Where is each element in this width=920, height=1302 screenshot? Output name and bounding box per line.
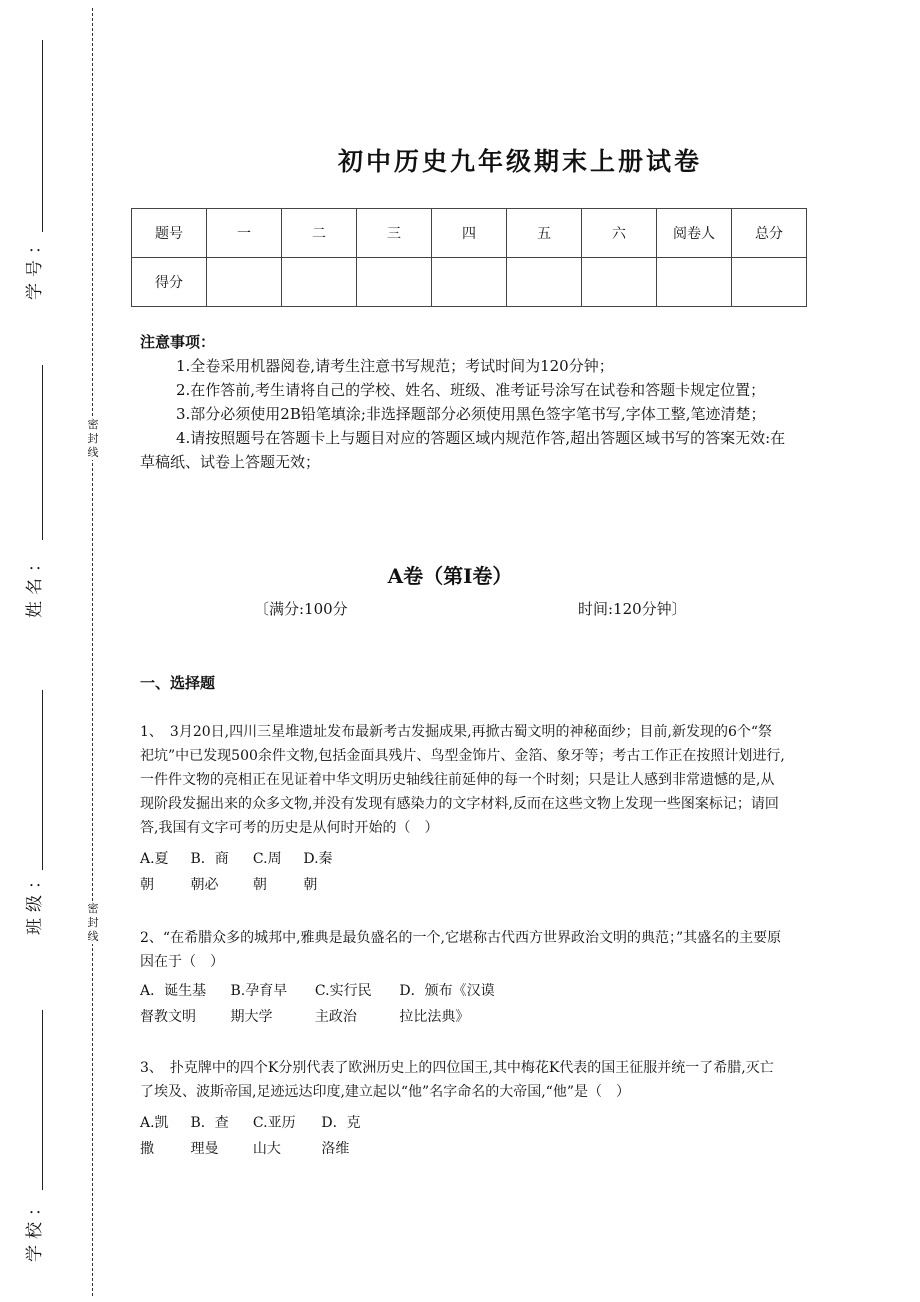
header-cell: 六 (582, 209, 657, 258)
option-d[interactable] (399, 978, 509, 1030)
header-cell: 五 (507, 209, 582, 258)
student-id-label: 学号： (25, 231, 45, 300)
option-d[interactable] (321, 1110, 381, 1162)
time-text: 时间:120分钟〕 (578, 600, 687, 618)
option-c[interactable] (253, 1110, 317, 1162)
option-line: C.周 (252, 851, 282, 867)
header-cell: 阅卷人 (657, 209, 732, 258)
option-line: C.亚历 (252, 1115, 296, 1131)
header-cell: 一 (207, 209, 282, 258)
option-a[interactable] (140, 978, 226, 1030)
option-a[interactable] (140, 846, 186, 898)
option-b[interactable] (230, 978, 310, 1030)
seal-dashed-line (92, 8, 93, 1296)
option-b[interactable] (190, 1110, 248, 1162)
option-line: 朝 (303, 877, 318, 893)
score-cell[interactable] (357, 258, 432, 307)
score-cell[interactable] (657, 258, 732, 307)
note-item: 3.部分必须使用2B铅笔填涂;非选择题部分必须使用黑色签字笔书写,字体工整,笔迹清楚； (176, 405, 766, 423)
question-1-options (140, 846, 349, 898)
notes-heading: 注意事项： (140, 333, 216, 351)
class-line (42, 690, 43, 870)
name-line (42, 365, 43, 540)
exam-title: 初中历史九年级期末上册试卷 (337, 147, 702, 176)
option-line: 朝 (252, 877, 267, 893)
student-id-line (42, 40, 43, 232)
option-line: 期大学 (230, 1009, 273, 1025)
score-cell[interactable] (282, 258, 357, 307)
score-cell[interactable] (432, 258, 507, 307)
class-label: 班级： (25, 866, 45, 935)
score-table-score-row (132, 258, 807, 307)
school-line (42, 1010, 43, 1190)
option-line: B．商 (190, 851, 229, 867)
part-one-heading: 一、选择题 (140, 674, 216, 692)
option-line: 山大 (252, 1141, 281, 1157)
question-2-options (140, 978, 509, 1030)
score-cell[interactable] (732, 258, 807, 307)
option-line: A．诞生基 (140, 983, 207, 999)
option-line: D．克 (321, 1115, 361, 1131)
option-d[interactable] (303, 846, 349, 898)
option-line: 撒 (140, 1141, 154, 1157)
seal-mark-top: 密封线 (87, 418, 99, 459)
section-a-title: A卷（第Ⅰ卷） (387, 564, 513, 588)
header-cell: 二 (282, 209, 357, 258)
note-item: 1.全卷采用机器阅卷,请考生注意书写规范；考试时间为120分钟； (176, 357, 614, 375)
option-line: 朝 (140, 877, 154, 893)
option-line: 洛维 (321, 1141, 350, 1157)
score-table-header-row (132, 209, 807, 258)
option-b[interactable] (190, 846, 248, 898)
question-1-text: 1、 3月20日,四川三星堆遗址发布最新考古发掘成果,再掀古蜀文明的神秘面纱；目前,新发现的6个“祭祀坑”中已发现500余件文物,包括金面具残片、鸟型金饰片、金箔、象牙等；考古工作正在按照计划进行,一件件文物的亮相正在见证着中华文明历史轴线往前延伸的每一个时刻；只是让人感到非常遗憾的是,从现阶段发掘出来的众多文物,并没有发现有感染力的文字材料,反而在这些文物上发现一些图案标记；请回答,我国有文字可考的历史是从何时开始的（ ） (140, 724, 785, 836)
header-cell: 题号 (132, 209, 207, 258)
score-cell[interactable] (507, 258, 582, 307)
option-line: 主政治 (314, 1009, 357, 1025)
option-c[interactable] (315, 978, 395, 1030)
option-line: D.秦 (303, 851, 333, 867)
option-line: 督教文明 (140, 1009, 196, 1025)
row-label-cell: 得分 (132, 258, 207, 307)
header-cell: 四 (432, 209, 507, 258)
option-line: B．查 (190, 1115, 229, 1131)
option-line: 拉比法典》 (399, 1009, 470, 1025)
header-cell: 总分 (732, 209, 807, 258)
note-item: 4.请按照题号在答题卡上与题目对应的答题区域内规范作答,超出答题区域书写的答案无效:在草稿纸、试卷上答题无效； (140, 429, 786, 471)
question-3-text: 3、 扑克牌中的四个K分别代表了欧洲历史上的四位国王,其中梅花K代表的国王征服并统一了希腊,灭亡了埃及、波斯帝国,足迹远达印度,建立起以“他”名字命名的大帝国,“他”是（ ） (140, 1060, 774, 1100)
note-item: 2.在作答前,考生请将自己的学校、姓名、班级、准考证号涂写在试卷和答题卡规定位置； (176, 381, 766, 399)
seal-mark-bottom: 密封线 (87, 902, 99, 943)
option-c[interactable] (253, 846, 299, 898)
full-score-text: 〔满分:100分 (254, 600, 348, 618)
option-line: A.夏 (140, 851, 169, 867)
score-cell[interactable] (582, 258, 657, 307)
question-2-text: 2、“在希腊众多的城邦中,雅典是最负盛名的一个,它堪称古代西方世界政治文明的典范；”其盛名的主要原因在于（ ） (140, 930, 782, 970)
score-table (131, 208, 807, 307)
option-line: D．颁布《汉谟 (399, 983, 495, 999)
school-label: 学校： (25, 1193, 45, 1262)
notes-block (140, 330, 790, 474)
name-label: 姓名： (25, 549, 45, 618)
option-line: 理曼 (190, 1141, 219, 1157)
option-line: B.孕育早 (230, 983, 288, 999)
option-line: 朝必 (190, 877, 219, 893)
score-cell[interactable] (207, 258, 282, 307)
question-3-options (140, 1110, 381, 1162)
option-line: A.凯 (140, 1115, 169, 1131)
option-a[interactable] (140, 1110, 186, 1162)
option-line: C.实行民 (314, 983, 372, 999)
header-cell: 三 (357, 209, 432, 258)
